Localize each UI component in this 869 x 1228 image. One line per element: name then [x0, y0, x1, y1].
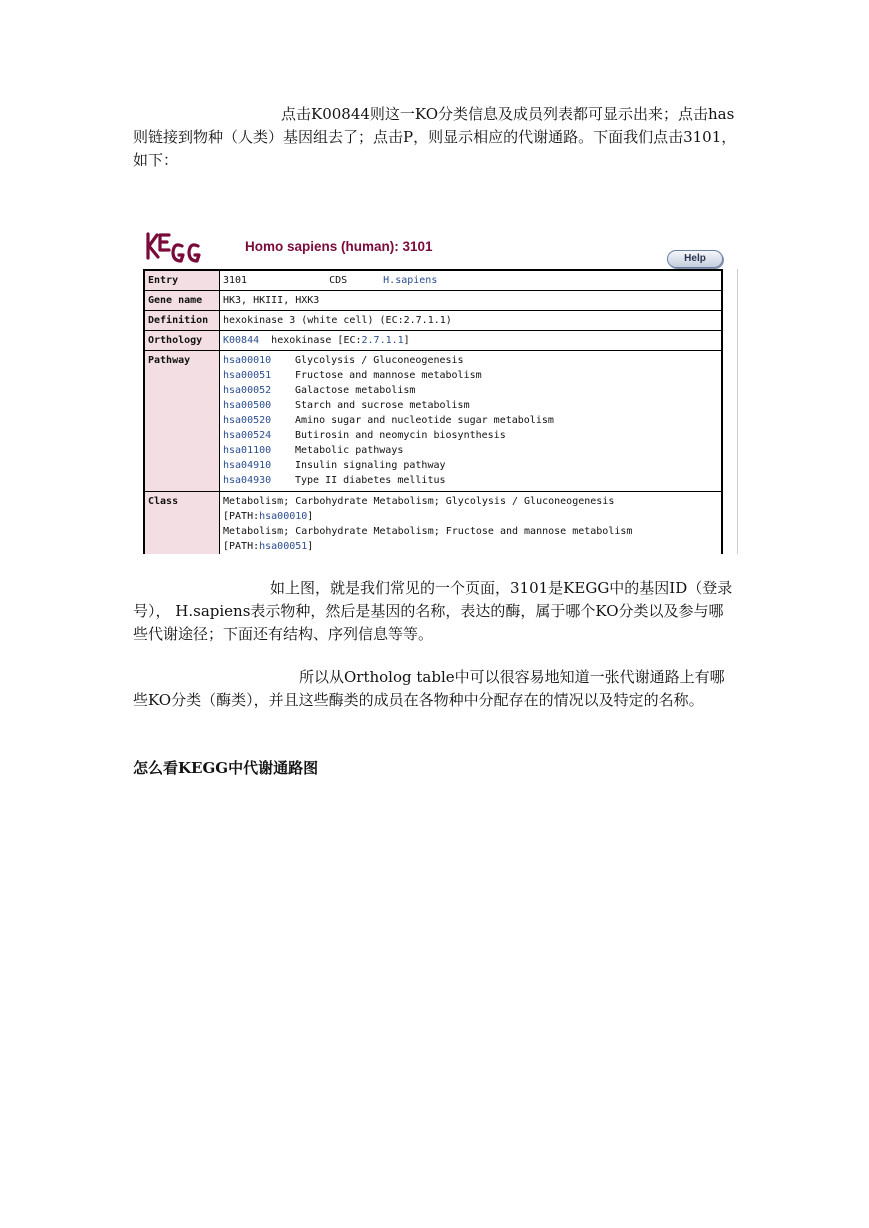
pathway-item: [223, 368, 718, 383]
pathway-name: Amino sugar and nucleotide sugar metabolism: [295, 415, 554, 426]
pathway-name: Insulin signaling pathway: [295, 460, 446, 471]
class-label: Class: [144, 492, 220, 555]
path-suffix: ]: [307, 541, 314, 552]
table-row-class: [144, 492, 722, 555]
class-path-link-2[interactable]: hsa00051: [259, 541, 308, 552]
path-suffix: ]: [307, 511, 314, 522]
section-heading: 怎么看KEGG中代谢通路图: [133, 759, 319, 777]
gene-name-value: HK3, HKIII, HXK3: [220, 291, 723, 311]
help-button[interactable]: Help: [667, 250, 723, 268]
table-row-pathway: [144, 351, 722, 492]
ko-link[interactable]: K00844: [223, 335, 260, 346]
pathway-item: [223, 413, 718, 428]
entry-title: Homo sapiens (human): 3101: [245, 239, 433, 254]
definition-label: Definition: [144, 311, 220, 331]
pathway-link[interactable]: hsa00010: [223, 355, 272, 366]
pathway-link[interactable]: hsa00500: [223, 400, 272, 411]
orthology-label: Orthology: [144, 331, 220, 351]
gene-name-label: Gene name: [144, 291, 220, 311]
orthology-name: hexokinase: [271, 335, 332, 346]
pathway-link[interactable]: hsa00051: [223, 370, 272, 381]
pathway-name: Glycolysis / Gluconeogenesis: [295, 355, 464, 366]
intro-paragraph: 点击K00844则这一KO分类信息及成员列表都可显示出来；点击has则链接到物种（人类）基因组去了；点击P，则显示相应的代谢通路。下面我们点击3101，如下：: [133, 105, 737, 169]
pathway-name: Fructose and mannose metabolism: [295, 370, 482, 381]
pathway-item: [223, 458, 718, 473]
ec-prefix: [EC:: [337, 335, 362, 346]
ec-suffix: ]: [403, 335, 410, 346]
summary-paragraph: 所以从Ortholog table中可以很容易地知道一张代谢通路上有哪些KO分类（酶类），并且这些酶类的成员在各物种中分配存在的情况以及特定的名称。: [133, 668, 725, 709]
entry-label: Entry: [144, 270, 220, 291]
path-prefix: [PATH:: [223, 541, 260, 552]
table-row-orthology: [144, 331, 722, 351]
pathway-list: [220, 351, 723, 492]
pathway-item: [223, 383, 718, 398]
pathway-item: [223, 443, 718, 458]
pathway-link[interactable]: hsa00524: [223, 430, 272, 441]
pathway-link[interactable]: hsa01100: [223, 445, 272, 456]
kegg-gene-entry-screenshot: [141, 226, 738, 554]
pathway-item: [223, 428, 718, 443]
screenshot-edge: [737, 269, 738, 554]
pathway-item: [223, 398, 718, 413]
pathway-name: Starch and sucrose metabolism: [295, 400, 470, 411]
kegg-logo: [144, 228, 206, 268]
table-row-definition: [144, 311, 722, 331]
definition-value: hexokinase 3 (white cell) (EC:2.7.1.1): [220, 311, 723, 331]
pathway-link[interactable]: hsa04910: [223, 460, 272, 471]
pathway-name: Type II diabetes mellitus: [295, 475, 446, 486]
class-line-1: Metabolism; Carbohydrate Metabolism; Glycolysis / Gluconeogenesis: [223, 496, 615, 507]
pathway-name: Metabolic pathways: [295, 445, 404, 456]
entry-id: 3101: [223, 275, 248, 286]
pathway-link[interactable]: hsa00052: [223, 385, 272, 396]
path-prefix: [PATH:: [223, 511, 260, 522]
pathway-link[interactable]: hsa04930: [223, 475, 272, 486]
class-line-2: Metabolism; Carbohydrate Metabolism; Fructose and mannose metabolism: [223, 526, 633, 537]
explanation-paragraph: 如上图，就是我们常见的一个页面，3101是KEGG中的基因ID（登录号）， H.sapiens表示物种，然后是基因的名称，表达的酶，属于哪个KO分类以及参与哪些代谢途径；下面还有结构、序列信息等等。: [133, 579, 733, 643]
table-row-gene-name: [144, 291, 722, 311]
organism-link[interactable]: H.sapiens: [383, 275, 438, 286]
class-path-link-1[interactable]: hsa00010: [259, 511, 308, 522]
gene-entry-table: [143, 269, 723, 554]
pathway-label: Pathway: [144, 351, 220, 492]
pathway-name: Galactose metabolism: [295, 385, 416, 396]
pathway-name: Butirosin and neomycin biosynthesis: [295, 430, 506, 441]
table-row-entry: [144, 270, 722, 291]
pathway-item: [223, 473, 718, 488]
pathway-item: [223, 353, 718, 368]
pathway-link[interactable]: hsa00520: [223, 415, 272, 426]
ec-link[interactable]: 2.7.1.1: [361, 335, 404, 346]
entry-type: CDS: [329, 275, 348, 286]
